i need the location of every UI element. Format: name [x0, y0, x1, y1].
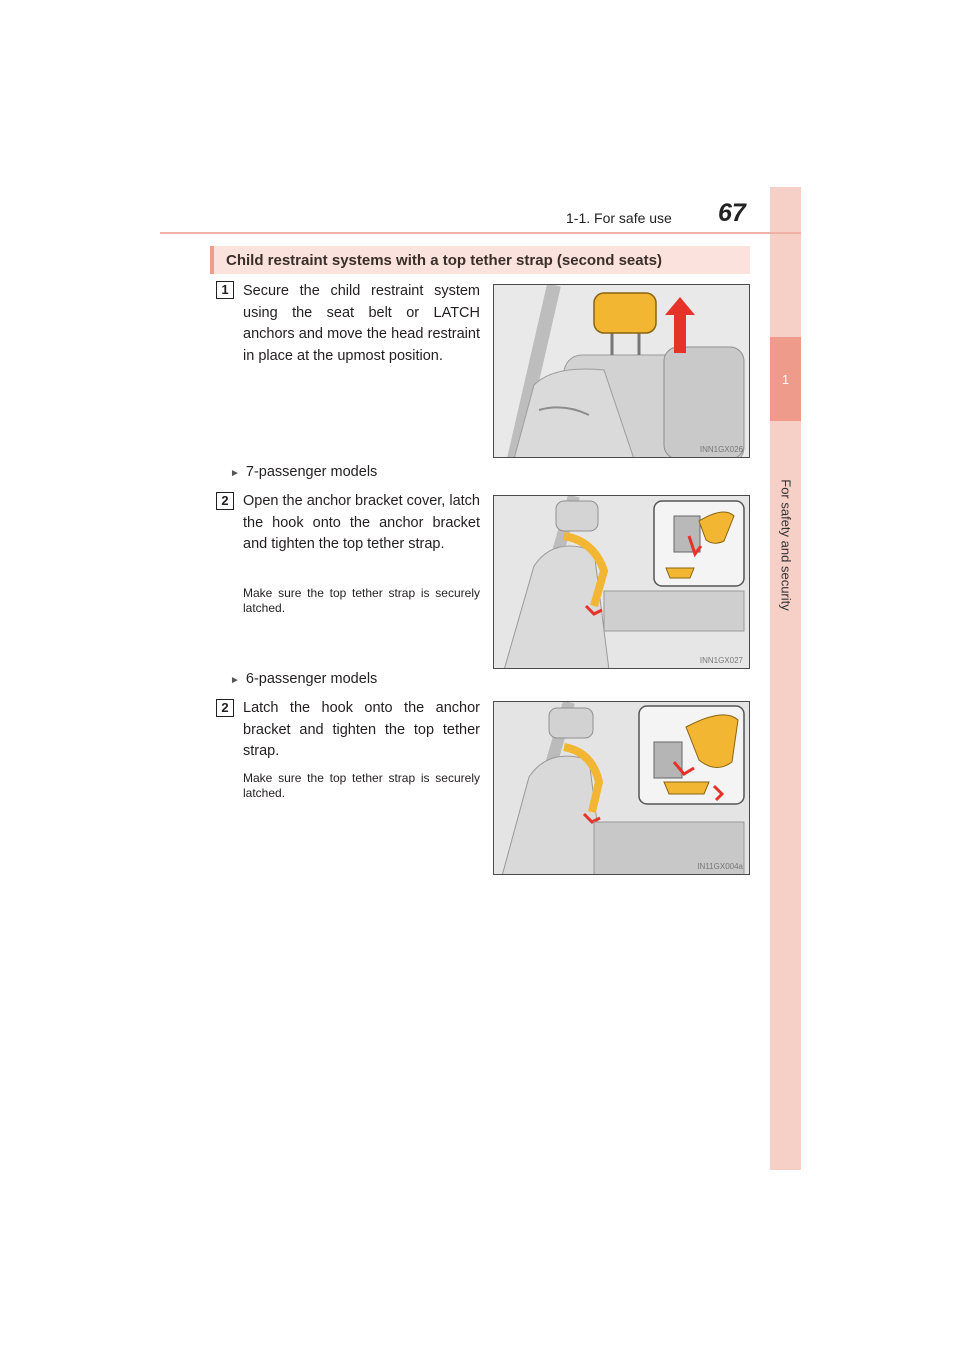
triangle-bullet-icon: ► — [230, 468, 240, 479]
section-title: 1-1. For safe use — [566, 210, 672, 226]
figure-anchor-bracket-7p — [493, 495, 750, 669]
section-heading: Child restraint systems with a top tether strap (second seats) — [226, 252, 662, 269]
figure-code: INN1GX027 — [699, 656, 743, 665]
step-number-badge: 2 — [216, 492, 234, 510]
anchor-bracket-illustration — [494, 702, 750, 875]
step-note: Make sure the top tether strap is securely latched. — [243, 586, 480, 615]
step-text: Secure the child restraint system using the seat belt or LATCH anchors and move the head restraint in place at the upmost position. — [243, 283, 480, 364]
model-label — [230, 464, 377, 480]
model-label-text: 7-passenger models — [245, 464, 378, 480]
figure-code: IN11GX004a — [697, 862, 743, 871]
model-label — [230, 671, 377, 687]
chapter-title: For safety and security — [778, 479, 794, 611]
step-note: Make sure the top tether strap is securely latched. — [243, 771, 480, 800]
anchor-bracket-illustration — [494, 496, 750, 669]
figure-anchor-bracket-6p — [493, 701, 750, 875]
chapter-side-strip — [770, 187, 801, 1170]
chapter-number: 1 — [781, 372, 790, 387]
section-heading-bar — [210, 246, 750, 274]
model-label-text: 6-passenger models — [245, 671, 378, 687]
step-number-badge: 1 — [216, 281, 234, 299]
step-number-badge: 2 — [216, 699, 234, 717]
page-number: 67 — [718, 199, 746, 227]
figure-code: INN1GX026 — [699, 445, 743, 454]
head-restraint-illustration — [494, 285, 750, 458]
header-rule — [160, 232, 801, 234]
step-text: Open the anchor bracket cover, latch the hook onto the anchor bracket and tighten the top tether strap. — [243, 493, 480, 552]
triangle-bullet-icon: ► — [230, 675, 240, 686]
step-text: Latch the hook onto the anchor bracket and tighten the top tether strap. — [243, 700, 480, 759]
figure-head-restraint — [493, 284, 750, 458]
